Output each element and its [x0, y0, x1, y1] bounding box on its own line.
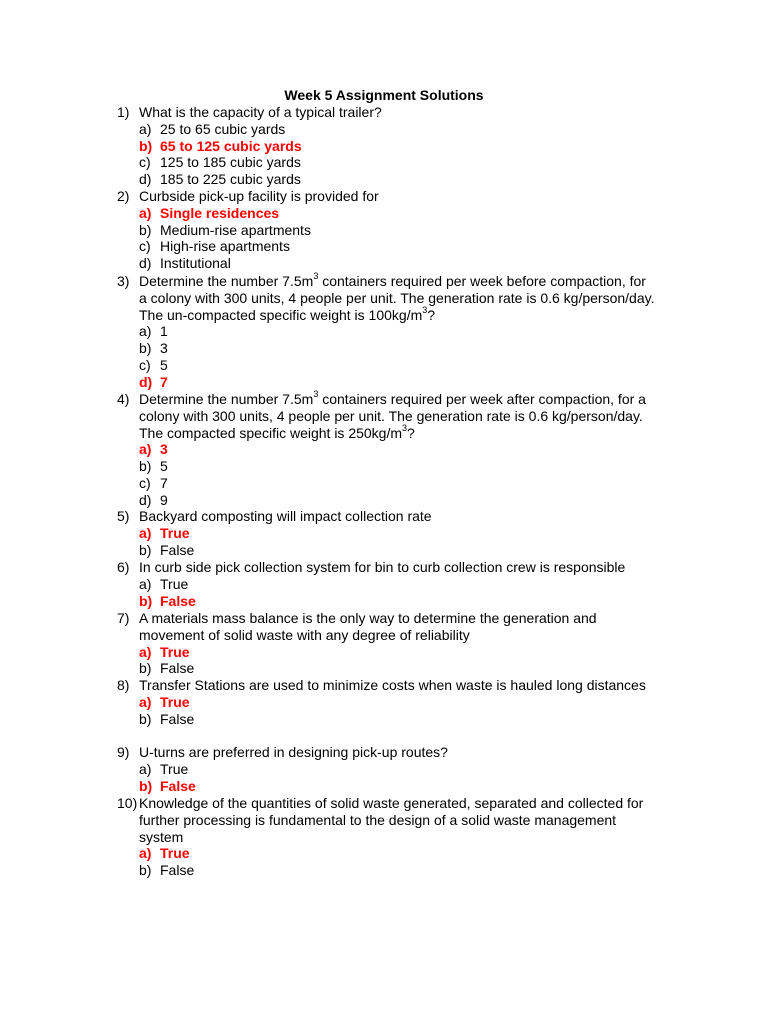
option-letter: b)	[139, 541, 152, 558]
option-letter: d)	[139, 491, 152, 508]
option-text: 1	[160, 323, 168, 340]
question-6	[117, 559, 657, 609]
option-letter: a)	[139, 120, 152, 137]
option-letter: d)	[139, 373, 153, 390]
superscript: 3	[402, 422, 408, 433]
question-text: Knowledge of the quantities of solid waste generated, separated and collected for further processing is fundamental to the design of a solid waste management system	[139, 795, 644, 845]
question-text	[139, 273, 657, 323]
option-letter: b)	[139, 458, 152, 475]
option-letter: b)	[139, 660, 152, 677]
options-list	[139, 323, 657, 390]
question-number: 2)	[117, 188, 130, 204]
question-number: 10)	[117, 795, 138, 811]
option-text: True	[160, 575, 189, 592]
option-text: True	[160, 693, 190, 710]
option	[139, 138, 657, 155]
question-text: Backyard composting will impact collection rate	[139, 508, 432, 524]
option	[139, 323, 657, 340]
option-letter: b)	[139, 777, 153, 794]
option	[139, 845, 657, 862]
option	[139, 862, 657, 879]
option-text: Single residences	[160, 204, 280, 221]
option-text: False	[160, 777, 196, 794]
option	[139, 711, 657, 728]
option	[139, 458, 657, 475]
option-letter: d)	[139, 255, 152, 272]
page-title: Week 5 Assignment Solutions	[284, 87, 484, 103]
option-letter: b)	[139, 592, 153, 609]
superscript: 3	[313, 389, 319, 400]
options-list	[139, 576, 657, 610]
question-10	[117, 795, 657, 879]
options-list	[139, 205, 657, 272]
question-9	[117, 744, 657, 794]
option-text: 5	[160, 458, 168, 475]
option	[139, 694, 657, 711]
question-2	[117, 188, 657, 272]
option-text: 7	[160, 474, 168, 491]
options-list	[139, 694, 657, 728]
option-letter: a)	[139, 575, 152, 592]
question-1	[117, 104, 657, 188]
option-letter: a)	[139, 760, 152, 777]
option-text: False	[160, 862, 195, 879]
option-letter: a)	[139, 323, 152, 340]
option	[139, 576, 657, 593]
option-letter: c)	[139, 356, 151, 373]
option-text: True	[160, 524, 190, 541]
option	[139, 492, 657, 509]
option-letter: a)	[139, 204, 152, 221]
text-part: containers required per week before compaction, for a colony with 300 units, 4 people per unit. The generation rate is 0.6 kg/person/day. The un-compacted specific weight is 100kg/m	[139, 273, 655, 323]
text-part: containers required per week after compaction, for a colony with 300 units, 4 people per unit. The generation rate is 0.6 kg/person/day. The compacted specific weight is 250kg/m	[139, 391, 646, 441]
option	[139, 374, 657, 391]
option	[139, 171, 657, 188]
question-text: U-turns are preferred in designing pick-up routes?	[139, 744, 448, 760]
options-list	[139, 121, 657, 188]
option	[139, 542, 657, 559]
options-list	[139, 525, 657, 559]
question-number: 7)	[117, 610, 130, 626]
option-text: False	[160, 660, 195, 677]
option	[139, 441, 657, 458]
option-letter: d)	[139, 171, 152, 188]
question-3	[117, 273, 657, 391]
option	[139, 255, 657, 272]
option-text: True	[160, 760, 189, 777]
option	[139, 357, 657, 374]
superscript: 3	[422, 304, 428, 315]
options-list	[139, 761, 657, 795]
text-part: Determine the number 7.5m	[139, 391, 314, 407]
option-text: Institutional	[160, 255, 231, 272]
option-text: 3	[160, 340, 168, 357]
text-part: Determine the number 7.5m	[139, 273, 314, 289]
question-4	[117, 391, 657, 509]
options-list	[139, 644, 657, 678]
option	[139, 238, 657, 255]
option-letter: b)	[139, 710, 152, 727]
option	[139, 121, 657, 138]
option-letter: c)	[139, 238, 151, 255]
question-number: 4)	[117, 391, 130, 407]
option-letter: b)	[139, 137, 153, 154]
question-number: 9)	[117, 744, 130, 760]
option-text: True	[160, 643, 190, 660]
option-text: 9	[160, 491, 168, 508]
question-text: What is the capacity of a typical trailer?	[139, 104, 382, 120]
option	[139, 593, 657, 610]
option	[139, 222, 657, 239]
option-text: True	[160, 845, 190, 862]
question-text: A materials mass balance is the only way to determine the generation and movement of solid waste with any degree of reliability	[139, 610, 597, 643]
question-number: 6)	[117, 559, 130, 575]
question-8	[117, 677, 657, 727]
option-letter: a)	[139, 441, 152, 458]
option-letter: a)	[139, 524, 152, 541]
option	[139, 761, 657, 778]
option	[139, 778, 657, 795]
text-part: ?	[427, 306, 436, 323]
question-5	[117, 508, 657, 558]
option-text: 5	[160, 356, 168, 373]
options-list	[139, 441, 657, 508]
option	[139, 644, 657, 661]
option-text: Medium-rise apartments	[160, 221, 311, 238]
option-letter: a)	[139, 643, 152, 660]
question-number: 3)	[117, 273, 130, 289]
question-text: Transfer Stations are used to minimize costs when waste is hauled long distances	[139, 677, 646, 693]
option-text: 7	[160, 373, 168, 390]
option-letter: b)	[139, 221, 152, 238]
option	[139, 154, 657, 171]
question-7	[117, 610, 657, 677]
option-letter: b)	[139, 862, 152, 879]
option-text: 25 to 65 cubic yards	[160, 120, 286, 137]
option-text: False	[160, 710, 195, 727]
option	[139, 340, 657, 357]
option	[139, 205, 657, 222]
question-number: 5)	[117, 508, 130, 524]
option-letter: a)	[139, 693, 152, 710]
option-text: 65 to 125 cubic yards	[160, 137, 302, 154]
superscript: 3	[313, 271, 319, 282]
option-text: False	[160, 592, 196, 609]
option-text: 125 to 185 cubic yards	[160, 154, 301, 171]
text-part: ?	[407, 424, 415, 441]
option	[139, 525, 657, 542]
option-text: False	[160, 541, 195, 558]
option-text: High-rise apartments	[160, 238, 290, 255]
option-text: 185 to 225 cubic yards	[160, 171, 301, 188]
option	[139, 475, 657, 492]
question-text	[139, 391, 657, 441]
option-letter: a)	[139, 845, 152, 862]
question-number: 1)	[117, 104, 130, 120]
option-letter: c)	[139, 474, 151, 491]
option-text: 3	[160, 441, 168, 458]
option	[139, 660, 657, 677]
option-letter: c)	[139, 154, 151, 171]
question-text: In curb side pick collection system for bin to curb collection crew is responsible	[139, 559, 626, 575]
question-text: Curbside pick-up facility is provided for	[139, 188, 379, 204]
question-number: 8)	[117, 677, 130, 693]
options-list	[139, 845, 657, 879]
option-letter: b)	[139, 340, 152, 357]
